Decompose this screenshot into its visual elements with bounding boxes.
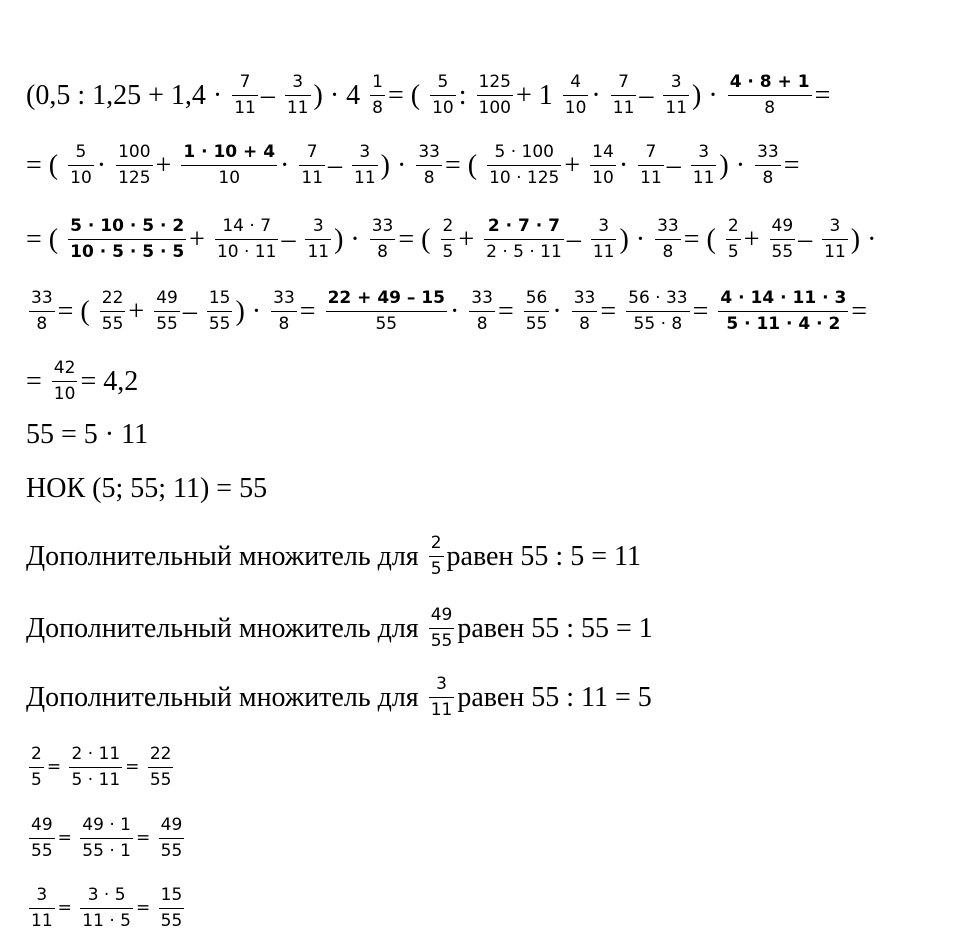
fraction xyxy=(69,746,122,789)
numerator: 4 xyxy=(570,72,582,92)
denominator: 11 xyxy=(592,242,615,262)
numerator: 2 xyxy=(727,216,739,236)
numerator: 2 · 7 · 7 xyxy=(487,216,560,236)
expr-text: = xyxy=(57,828,78,848)
expr-text: – xyxy=(281,223,303,255)
fraction xyxy=(770,218,796,261)
fraction xyxy=(822,218,848,261)
fraction-bar xyxy=(305,239,331,240)
expr-text: – xyxy=(260,79,282,111)
numerator: 3 xyxy=(36,885,48,905)
fraction-bar xyxy=(477,95,513,96)
line-12 xyxy=(26,817,187,860)
expr-text: = xyxy=(299,295,323,327)
numerator: 49 xyxy=(771,216,794,236)
numerator: 33 xyxy=(471,288,493,308)
fraction xyxy=(232,74,258,117)
fraction-bar xyxy=(591,239,617,240)
numerator: 33 xyxy=(371,216,394,236)
numerator: 5 xyxy=(75,142,87,162)
fraction xyxy=(718,290,848,333)
fraction-bar xyxy=(299,165,325,166)
numerator: 4 · 8 + 1 xyxy=(729,72,810,92)
expr-text: · xyxy=(552,295,569,327)
numerator: 49 xyxy=(430,605,453,625)
denominator: 55 xyxy=(156,314,178,334)
expr-text: = xyxy=(46,757,67,777)
numerator: 2 · 11 xyxy=(71,744,121,764)
fraction xyxy=(430,74,456,117)
line-10 xyxy=(26,676,652,719)
numerator: 4 · 14 · 11 · 3 xyxy=(720,288,847,308)
expr-text: равен 55 : 11 = 5 xyxy=(457,681,652,713)
numerator: 7 xyxy=(306,142,318,162)
numerator: 56 · 33 xyxy=(628,288,688,308)
line-9 xyxy=(26,607,653,650)
denominator: 10 · 125 xyxy=(489,168,560,188)
fraction xyxy=(116,144,152,187)
fraction xyxy=(299,144,325,187)
line-5 xyxy=(26,360,138,403)
numerator: 3 xyxy=(598,216,610,236)
denominator: 55 xyxy=(375,314,398,334)
denominator: 10 · 5 · 5 · 5 xyxy=(70,242,185,262)
fraction xyxy=(524,290,550,333)
numerator: 56 xyxy=(525,288,548,308)
expr-text: = xyxy=(135,828,156,848)
denominator: 10 xyxy=(53,384,76,404)
denominator: 11 xyxy=(430,700,453,720)
expr-text: ) · xyxy=(619,223,653,255)
expr-text: – xyxy=(639,79,661,111)
fraction-bar xyxy=(159,908,185,909)
fraction-bar xyxy=(663,95,689,96)
numerator: 5 · 10 · 5 · 2 xyxy=(70,216,185,236)
fraction xyxy=(477,74,513,117)
denominator: 11 xyxy=(665,98,688,118)
fraction-bar xyxy=(572,311,598,312)
numerator: 3 · 5 xyxy=(87,885,126,905)
denominator: 10 xyxy=(432,98,454,118)
expr-text: = ( xyxy=(387,79,428,111)
expr-text: = ( xyxy=(444,149,485,181)
line-8 xyxy=(26,535,641,578)
expr-text: – xyxy=(182,295,204,327)
fraction-bar xyxy=(429,628,455,629)
expr-text: равен 55 : 5 = 11 xyxy=(446,540,641,572)
expr-text: Дополнительный множитель для xyxy=(26,681,426,713)
numerator: 22 xyxy=(101,288,124,308)
denominator: 11 xyxy=(286,98,309,118)
fraction-bar xyxy=(29,838,55,839)
numerator: 1 xyxy=(372,72,383,92)
fraction xyxy=(370,74,385,117)
expr-text: + xyxy=(189,223,212,255)
fraction-bar xyxy=(563,95,589,96)
line-11 xyxy=(26,746,176,789)
fraction xyxy=(285,74,311,117)
fraction-bar xyxy=(770,239,796,240)
fraction xyxy=(80,817,133,860)
fraction xyxy=(655,218,681,261)
fraction-bar xyxy=(430,95,456,96)
expr-text: · xyxy=(449,295,467,327)
expr-text: = xyxy=(135,898,156,918)
numerator: 2 xyxy=(31,744,42,764)
fraction-bar xyxy=(718,311,848,312)
fraction xyxy=(181,144,277,187)
expr-text: = xyxy=(497,295,521,327)
numerator: 33 xyxy=(273,288,295,308)
numerator: 22 xyxy=(149,744,172,764)
expr-text: + xyxy=(128,295,152,327)
fraction xyxy=(611,74,637,117)
expr-text: = xyxy=(814,79,831,111)
fraction xyxy=(215,218,278,261)
expr-text: = ( xyxy=(26,149,66,181)
expr-text: = xyxy=(57,898,78,918)
expr-text: · xyxy=(280,149,297,181)
numerator: 7 xyxy=(645,142,657,162)
expr-text: – xyxy=(666,149,688,181)
expr-text: 55 = 5 · 11 xyxy=(26,419,149,450)
fraction-bar xyxy=(232,95,258,96)
denominator: 55 · 1 xyxy=(82,841,131,861)
denominator: 8 xyxy=(662,242,674,262)
denominator: 8 xyxy=(762,168,774,188)
fraction-bar xyxy=(52,381,78,382)
fraction xyxy=(159,817,185,860)
numerator: 3 xyxy=(698,142,710,162)
fraction xyxy=(755,144,781,187)
denominator: 55 xyxy=(160,841,183,861)
denominator: 55 xyxy=(525,314,548,334)
fraction-bar xyxy=(80,838,133,839)
fraction xyxy=(469,290,495,333)
fraction-bar xyxy=(638,165,664,166)
denominator: 11 xyxy=(824,242,846,262)
expr-text: = xyxy=(692,295,716,327)
numerator: 3 xyxy=(312,216,324,236)
expr-text: = ( xyxy=(26,223,66,255)
numerator: 33 xyxy=(573,288,596,308)
expr-text: ) · xyxy=(692,79,725,111)
fraction xyxy=(154,290,180,333)
fraction-bar xyxy=(207,311,233,312)
expr-text: Дополнительный множитель для xyxy=(26,612,426,644)
denominator: 11 xyxy=(307,242,330,262)
denominator: 8 xyxy=(278,314,290,334)
expr-text: : xyxy=(458,79,474,111)
expr-text: равен 55 : 55 = 1 xyxy=(457,612,653,644)
denominator: 5 xyxy=(442,242,454,262)
denominator: 55 · 8 xyxy=(633,314,683,334)
expr-text: · xyxy=(591,79,608,111)
fraction-bar xyxy=(29,767,44,768)
fraction-bar xyxy=(159,838,185,839)
numerator: 33 xyxy=(31,288,53,308)
fraction-bar xyxy=(822,239,848,240)
expr-text: ) · 4 xyxy=(313,79,368,111)
fraction-bar xyxy=(271,311,297,312)
denominator: 55 xyxy=(160,911,183,931)
fraction xyxy=(100,290,126,333)
numerator: 33 xyxy=(657,216,679,236)
fraction-bar xyxy=(484,239,564,240)
denominator: 8 xyxy=(372,98,383,118)
denominator: 10 xyxy=(592,168,614,188)
denominator: 55 xyxy=(149,770,172,790)
denominator: 55 xyxy=(101,314,124,334)
numerator: 33 xyxy=(757,142,779,162)
numerator: 3 xyxy=(670,72,682,92)
expr-text: = ( xyxy=(398,223,438,255)
expr-text: ) · xyxy=(235,295,269,327)
numerator: 3 xyxy=(829,216,841,236)
numerator: 3 xyxy=(436,674,447,694)
denominator: 10 · 11 xyxy=(216,242,277,262)
fraction-bar xyxy=(469,311,495,312)
fraction-bar xyxy=(441,239,456,240)
fraction xyxy=(591,218,617,261)
numerator: 15 xyxy=(208,288,231,308)
fraction-bar xyxy=(755,165,781,166)
fraction xyxy=(159,887,185,930)
fraction xyxy=(663,74,689,117)
fraction-bar xyxy=(370,95,385,96)
expr-text: = ( xyxy=(683,223,723,255)
denominator: 5 · 11 · 4 · 2 xyxy=(726,314,841,334)
numerator: 7 xyxy=(239,72,251,92)
expr-text: (0,5 : 1,25 + 1,4 · xyxy=(26,79,230,111)
numerator: 3 xyxy=(292,72,304,92)
fraction-bar xyxy=(215,239,278,240)
denominator: 11 xyxy=(612,98,635,118)
denominator: 11 xyxy=(301,168,324,188)
expr-text: = xyxy=(600,295,624,327)
fraction-bar xyxy=(416,165,442,166)
denominator: 125 xyxy=(118,168,151,188)
denominator: 8 xyxy=(377,242,388,262)
fraction xyxy=(429,676,455,719)
fraction xyxy=(52,360,78,403)
fraction-bar xyxy=(148,767,174,768)
numerator: 33 xyxy=(418,142,440,162)
fraction-bar xyxy=(626,311,689,312)
fraction-bar xyxy=(154,311,180,312)
denominator: 5 xyxy=(31,770,42,790)
numerator: 15 xyxy=(160,885,183,905)
fraction xyxy=(305,218,331,261)
fraction-bar xyxy=(68,165,94,166)
expr-text: – xyxy=(798,223,820,255)
fraction xyxy=(429,607,455,650)
fraction xyxy=(68,218,186,261)
expr-text: = 4,2 xyxy=(80,365,139,397)
fraction xyxy=(68,144,94,187)
fraction-bar xyxy=(181,165,277,166)
fraction-bar xyxy=(611,95,637,96)
expr-text: = xyxy=(783,149,800,181)
fraction xyxy=(691,144,717,187)
fraction xyxy=(370,218,396,261)
fraction xyxy=(80,887,133,930)
fraction-bar xyxy=(352,165,378,166)
expr-text: = xyxy=(851,295,868,327)
denominator: 2 · 5 · 11 xyxy=(486,242,562,262)
fraction xyxy=(563,74,589,117)
expr-text: + 1 xyxy=(515,79,560,111)
expr-text: – xyxy=(328,149,350,181)
fraction xyxy=(416,144,442,187)
denominator: 8 xyxy=(579,314,590,334)
fraction-bar xyxy=(100,311,126,312)
denominator: 8 xyxy=(423,168,435,188)
fraction xyxy=(207,290,233,333)
numerator: 22 + 49 – 15 xyxy=(327,288,445,308)
fraction xyxy=(728,74,812,117)
denominator: 55 xyxy=(31,841,53,861)
fraction-bar xyxy=(726,239,741,240)
line-13 xyxy=(26,887,187,930)
fraction xyxy=(29,746,44,789)
expr-text: НОК (5; 55; 11) = 55 xyxy=(26,473,268,504)
fraction-bar xyxy=(285,95,311,96)
expr-text: · xyxy=(618,149,636,181)
expr-text: Дополнительный множитель для xyxy=(26,540,426,572)
expr-text: + xyxy=(743,223,767,255)
denominator: 11 xyxy=(692,168,715,188)
expr-text: ) · xyxy=(850,223,877,255)
numerator: 49 xyxy=(160,815,183,835)
numerator: 49 xyxy=(31,815,53,835)
numerator: 3 xyxy=(359,142,371,162)
fraction-bar xyxy=(429,697,455,698)
line-4 xyxy=(26,290,867,333)
denominator: 11 xyxy=(234,98,256,118)
fraction xyxy=(326,290,447,333)
denominator: 8 xyxy=(476,314,488,334)
fraction xyxy=(590,144,616,187)
expr-text: = xyxy=(125,757,145,777)
line-1 xyxy=(26,74,830,117)
numerator: 14 · 7 xyxy=(222,216,272,236)
fraction-bar xyxy=(487,165,561,166)
fraction xyxy=(484,218,564,261)
line-6 xyxy=(26,421,148,449)
fraction-bar xyxy=(691,165,717,166)
fraction-bar xyxy=(116,165,152,166)
fraction-bar xyxy=(326,311,447,312)
fraction-bar xyxy=(590,165,616,166)
denominator: 55 xyxy=(771,242,794,262)
numerator: 2 xyxy=(442,216,454,236)
fraction xyxy=(352,144,378,187)
fraction xyxy=(148,746,174,789)
fraction xyxy=(429,535,444,578)
expr-text: + xyxy=(458,223,482,255)
fraction xyxy=(29,887,55,930)
fraction-bar xyxy=(68,239,186,240)
denominator: 10 xyxy=(70,168,92,188)
expr-text: ) · xyxy=(334,223,367,255)
fraction-bar xyxy=(728,95,812,96)
expr-text: = xyxy=(26,365,49,397)
denominator: 5 xyxy=(430,559,442,579)
expr-text: ) · xyxy=(380,149,414,181)
numerator: 14 xyxy=(592,142,614,162)
denominator: 10 xyxy=(564,98,587,118)
denominator: 11 · 5 xyxy=(82,911,131,931)
expr-text: – xyxy=(566,223,588,255)
fraction-bar xyxy=(655,239,681,240)
fraction-bar xyxy=(80,908,133,909)
line-2 xyxy=(26,144,800,187)
fraction-bar xyxy=(429,556,444,557)
fraction xyxy=(487,144,561,187)
numerator: 49 · 1 xyxy=(82,815,131,835)
fraction xyxy=(638,144,664,187)
denominator: 100 xyxy=(478,98,511,118)
denominator: 8 xyxy=(764,98,776,118)
fraction xyxy=(29,290,55,333)
fraction xyxy=(726,218,741,261)
expr-text: + xyxy=(155,149,179,181)
line-7 xyxy=(26,475,267,503)
denominator: 11 xyxy=(354,168,376,188)
expr-text: = ( xyxy=(57,295,97,327)
expr-text: + xyxy=(564,149,588,181)
numerator: 100 xyxy=(118,142,151,162)
numerator: 5 xyxy=(437,72,449,92)
fraction-bar xyxy=(29,311,55,312)
fraction xyxy=(441,218,456,261)
expr-text: ) · xyxy=(719,149,753,181)
denominator: 5 xyxy=(727,242,739,262)
numerator: 49 xyxy=(156,288,178,308)
denominator: 10 xyxy=(218,168,241,188)
fraction xyxy=(572,290,598,333)
fraction xyxy=(271,290,297,333)
denominator: 11 xyxy=(31,911,53,931)
fraction-bar xyxy=(69,767,122,768)
denominator: 11 xyxy=(640,168,662,188)
fraction-bar xyxy=(29,908,55,909)
fraction-bar xyxy=(370,239,396,240)
numerator: 7 xyxy=(618,72,629,92)
denominator: 55 xyxy=(208,314,231,334)
denominator: 5 · 11 xyxy=(71,770,121,790)
fraction-bar xyxy=(524,311,550,312)
numerator: 42 xyxy=(53,358,76,378)
denominator: 55 xyxy=(430,631,453,651)
numerator: 125 xyxy=(478,72,511,92)
fraction xyxy=(29,817,55,860)
numerator: 2 xyxy=(430,533,442,553)
expr-text: · xyxy=(96,149,114,181)
denominator: 8 xyxy=(36,314,48,334)
fraction xyxy=(626,290,689,333)
numerator: 5 · 100 xyxy=(494,142,554,162)
numerator: 1 · 10 + 4 xyxy=(183,142,276,162)
line-3 xyxy=(26,218,876,261)
